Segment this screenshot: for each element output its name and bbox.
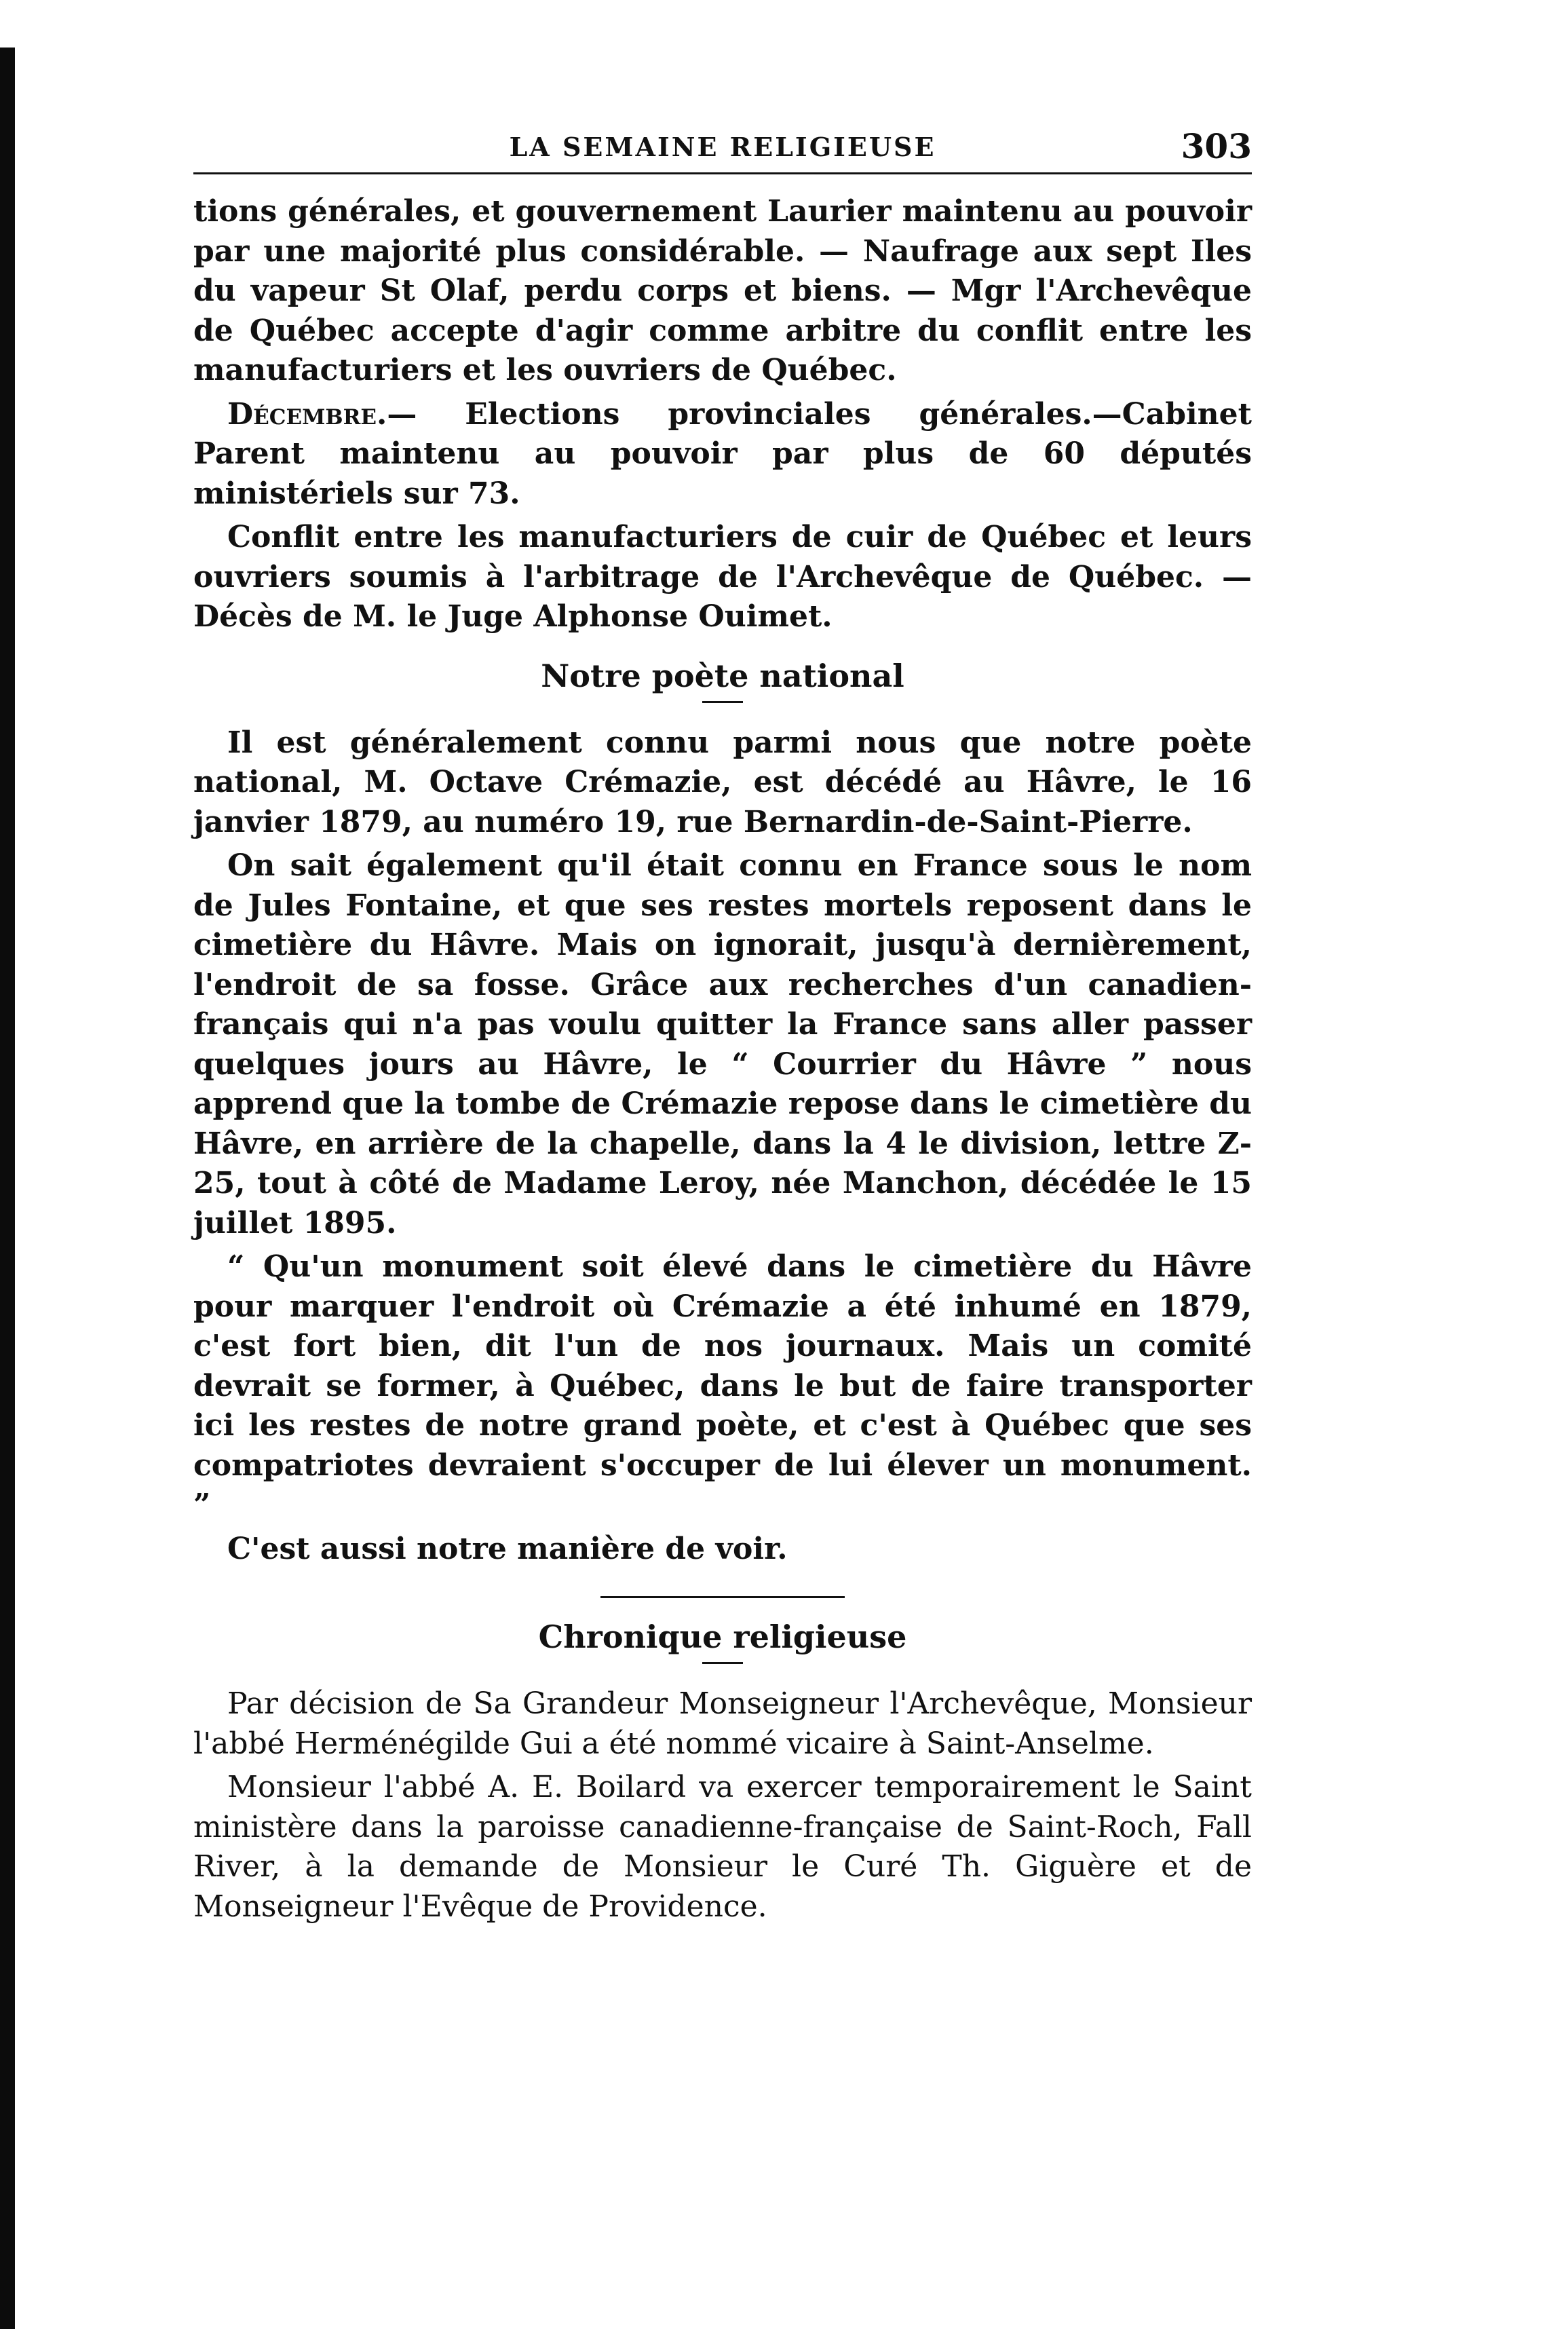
page [193, 122, 1252, 1931]
december-text: — Elections provinciales générales.—Cabinet Parent maintenu au pouvoir par plus de 60 députés ministériels sur 73. [193, 396, 1252, 511]
section-title-poete: Notre poète national [541, 657, 904, 694]
december-label: Décembre. [227, 396, 387, 432]
section-separator [600, 1596, 845, 1598]
intro-paragraph: tions générales, et gouvernement Laurier maintenu au pouvoir par une majorité plus considérable. — Naufrage aux sept Iles du vapeur St Olaf, perdu corps et biens. — Mgr l'Archevêque de Québec accepte d'agir comme arbitre du conflit entre les manufacturiers et les ouvriers de Québec. [193, 194, 1252, 387]
poete-paragraph-4: C'est aussi notre manière de voir. [227, 1531, 788, 1566]
section-title-chronique: Chronique religieuse [538, 1618, 907, 1655]
chronique-paragraph-2: Monsieur l'abbé A. E. Boilard va exercer temporairement le Saint ministère dans la paroisse canadienne-française de Saint-Roch, Fall River, à la demande de Monsieur le Curé Th. Giguère et de Monseigneur l'Evêque de Providence. [193, 1770, 1252, 1924]
poete-paragraph-1: Il est généralement connu parmi nous que notre poète national, M. Octave Crémazie, est décédé au Hâvre, le 16 janvier 1879, au numéro 19, rue Bernardin-de-Saint-Pierre. [193, 725, 1252, 839]
page-binding-edge [0, 48, 15, 2329]
running-head [193, 122, 1252, 170]
poete-paragraph-3: “ Qu'un monument soit élevé dans le cimetière du Hâvre pour marquer l'endroit où Crémazie a été inhumé en 1879, c'est fort bien, dit l'un de nos journaux. Mais un comité devrait se former, à Québec, dans le but de faire transporter ici les restes de notre grand poète, et c'est à Québec que ses compatriotes devraient s'occuper de lui élever un monument. ” [193, 1249, 1252, 1522]
header-rule [193, 172, 1252, 174]
poete-paragraph-2: On sait également qu'il était connu en France sous le nom de Jules Fontaine, et que ses restes mortels reposent dans le cimetière du Hâvre. Mais on ignorait, jusqu'à dernièrement, l'endroit de sa fosse. Grâce aux recherches d'un canadien-français qui n'a pas voulu quitter la France sans aller passer quelques jours au Hâvre, le “ Courrier du Hâvre ” nous apprend que la tombe de Crémazie repose dans le cimetière du Hâvre, en arrière de la chapelle, dans la 4 le division, lettre Z-25, tout à côté de Madame Leroy, née Manchon, décédée le 15 juillet 1895. [193, 848, 1252, 1241]
december-paragraph [193, 395, 1252, 514]
section-divider [702, 1662, 743, 1664]
chronique-paragraph-1: Par décision de Sa Grandeur Monseigneur l'Archevêque, Monsieur l'abbé Herménégilde Gui a été nommé vicaire à Saint-Anselme. [193, 1686, 1252, 1761]
section-divider [702, 701, 743, 703]
conflict-paragraph: Conflit entre les manufacturiers de cuir de Québec et leurs ouvriers soumis à l'arbitrage de l'Archevêque de Québec. — Décès de M. le Juge Alphonse Ouimet. [193, 520, 1252, 634]
page-number: 303 [1181, 126, 1252, 166]
running-title: LA SEMAINE RELIGIEUSE [509, 132, 936, 162]
